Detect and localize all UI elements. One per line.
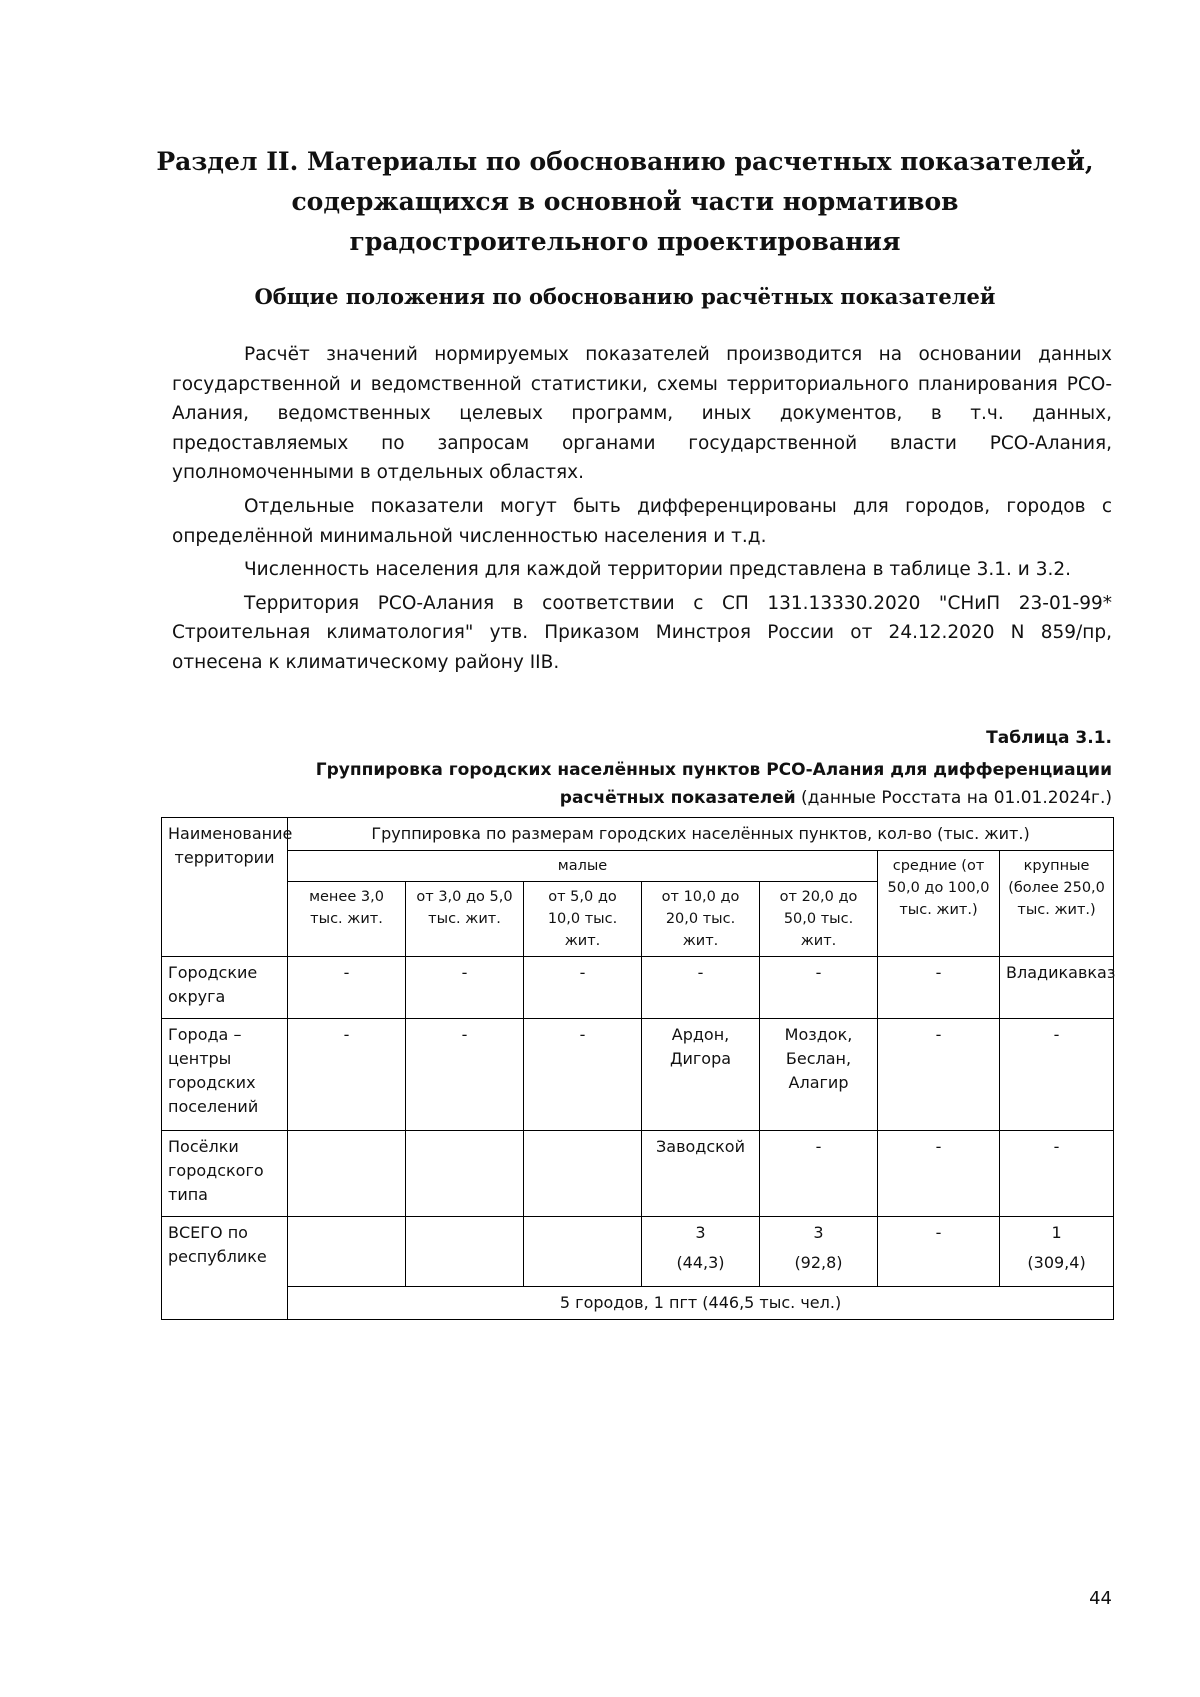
table-cell: [524, 1131, 642, 1217]
cell-text: -: [935, 1137, 942, 1156]
table-row: [162, 1131, 1114, 1217]
table-cell: [878, 1217, 1000, 1287]
header-small-sub: от 10,0 до 20,0 тыс. жит.: [642, 882, 760, 957]
cell-text: -: [935, 1025, 942, 1044]
table-cell: [524, 1019, 642, 1131]
table-cell: [406, 1019, 524, 1131]
cell-text: -: [461, 963, 468, 982]
cell-text: 1: [1051, 1223, 1062, 1242]
cell-text: -: [343, 963, 350, 982]
table-cell: [760, 1019, 878, 1131]
cell-text: -: [461, 1025, 468, 1044]
table-caption-title: Группировка городских населённых пунктов РСО-Алания для дифференциации расчётных показателей: [315, 760, 1112, 808]
cell-text: Моздок,: [784, 1025, 853, 1044]
paragraph: Расчёт значений нормируемых показателей производится на основании данных государственной и ведомственной статистики, схемы территориального планирования РСО-Алания, ведомственных целевых программ, иных документов, в т.ч. данных, предоставляемых по запросам органами государственной власти РСО-Алания, уполномоченными в отдельных областях.: [172, 344, 1112, 484]
row-name: Города – центры городских поселений: [162, 1019, 288, 1131]
cell-text: -: [697, 963, 704, 982]
cell-text: Владикавказ: [1006, 963, 1116, 982]
table-cell: [760, 1217, 878, 1287]
header-territory: Наименование территории: [162, 818, 288, 957]
cell-text: (309,4): [1027, 1253, 1086, 1272]
table-cell: [1000, 1217, 1114, 1287]
table-header-row: [162, 818, 1114, 851]
table-cell: [1000, 1019, 1114, 1131]
table-cell: [1000, 957, 1114, 1019]
body-text: [172, 340, 1112, 682]
cell-text: (44,3): [676, 1253, 725, 1272]
header-small-sub: от 20,0 до 50,0 тыс. жит.: [760, 882, 878, 957]
grouping-table: [161, 817, 1114, 1320]
table-cell: [760, 1131, 878, 1217]
table-total-row: [162, 1287, 1114, 1320]
cell-text: -: [1053, 1137, 1060, 1156]
table-row: [162, 957, 1114, 1019]
header-small-sub: от 5,0 до 10,0 тыс. жит.: [524, 882, 642, 957]
subsection-title: Общие положения по обоснованию расчётных показателей: [254, 284, 996, 309]
cell-text: Дигора: [669, 1049, 732, 1068]
cell-text: Ардон,: [671, 1025, 730, 1044]
table-number: Таблица 3.1.: [986, 728, 1112, 748]
table-cell: [1000, 1131, 1114, 1217]
cell-text: -: [935, 963, 942, 982]
table-cell: [642, 957, 760, 1019]
table-cell: [760, 957, 878, 1019]
cell-text: -: [343, 1025, 350, 1044]
table-header-row: [162, 851, 1114, 882]
table-row: [162, 1019, 1114, 1131]
section-title: Раздел II. Материалы по обоснованию расчетных показателей, содержащихся в основной части нормативов градостроительного проектирования: [156, 147, 1094, 256]
header-small-sub: менее 3,0 тыс. жит.: [288, 882, 406, 957]
cell-text: -: [579, 963, 586, 982]
paragraph: Территория РСО-Алания в соответствии с СП 131.13330.2020 "СНиП 23-01-99* Строительная климатология" утв. Приказом Минстроя России от 24.12.2020 N 859/пр, отнесена к климатическому району IIВ.: [172, 592, 1112, 673]
cell-text: Беслан,: [785, 1049, 852, 1068]
header-medium: средние (от 50,0 до 100,0 тыс. жит.): [878, 851, 1000, 957]
cell-text: Алагир: [788, 1073, 849, 1092]
table-row: [162, 1217, 1114, 1287]
table-cell: [288, 1019, 406, 1131]
cell-text: -: [815, 1137, 822, 1156]
cell-text: Заводской: [656, 1137, 745, 1156]
row-name: Посёлки городского типа: [162, 1131, 288, 1217]
cell-text: -: [935, 1223, 942, 1242]
table-cell: [878, 1131, 1000, 1217]
header-small-sub: от 3,0 до 5,0 тыс. жит.: [406, 882, 524, 957]
table-cell: [288, 957, 406, 1019]
header-large: крупные (более 250,0 тыс. жит.): [1000, 851, 1114, 957]
row-name: Городские округа: [162, 957, 288, 1019]
total-cell: 5 городов, 1 пгт (446,5 тыс. чел.): [288, 1287, 1114, 1320]
table-cell: [878, 957, 1000, 1019]
header-small: малые: [288, 851, 878, 882]
table-cell: [288, 1217, 406, 1287]
table-cell: [524, 957, 642, 1019]
paragraph: Численность населения для каждой территории представлена в таблице 3.1. и 3.2.: [244, 559, 1072, 581]
table-caption-source: (данные Росстата на 01.01.2024г.): [795, 788, 1112, 808]
table-caption: [250, 756, 1112, 812]
cell-text: -: [815, 963, 822, 982]
table-cell: [878, 1019, 1000, 1131]
cell-text: -: [579, 1025, 586, 1044]
cell-text: (92,8): [794, 1253, 843, 1272]
table-cell: [524, 1217, 642, 1287]
table-cell: [406, 1217, 524, 1287]
paragraph: Отдельные показатели могут быть дифференцированы для городов, городов с определённой минимальной численностью населения и т.д.: [172, 495, 1112, 547]
table-cell: [288, 1131, 406, 1217]
table-cell: [406, 1131, 524, 1217]
table-cell: [406, 957, 524, 1019]
header-grouping: Группировка по размерам городских населённых пунктов, кол-во (тыс. жит.): [288, 818, 1114, 851]
cell-text: -: [1053, 1025, 1060, 1044]
cell-text: 3: [695, 1223, 706, 1242]
table-cell: [642, 1217, 760, 1287]
page-number: 44: [1089, 1588, 1112, 1609]
cell-text: 3: [813, 1223, 824, 1242]
table-cell: [642, 1019, 760, 1131]
table-cell: [642, 1131, 760, 1217]
row-name: ВСЕГО по республике: [162, 1217, 288, 1320]
